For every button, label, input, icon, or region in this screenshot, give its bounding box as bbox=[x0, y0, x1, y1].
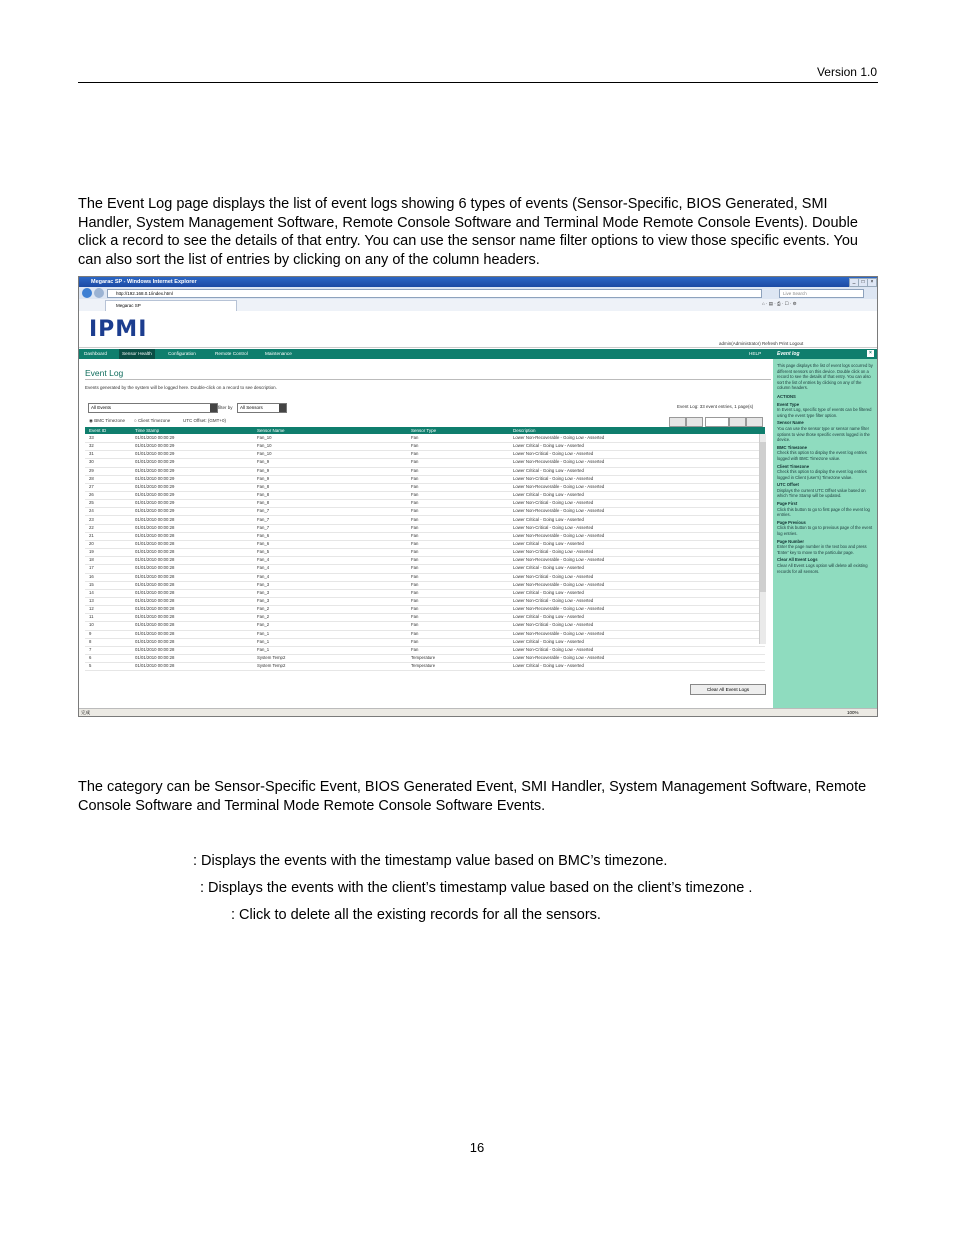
table-cell: Fan bbox=[411, 516, 419, 522]
help-item-text: Displays the current UTC Offset value based on which Time Stamp will be updated. bbox=[777, 487, 866, 499]
table-cell: 28 bbox=[89, 475, 94, 481]
table-cell: Fan_3 bbox=[257, 598, 270, 603]
help-intro: This page displays the list of event logs occurred by different sensors on this device. Double click on a record to see the details of that entry. You can also sort the list of entries by clicking on any of the column headers. bbox=[777, 363, 873, 391]
table-cell: Fan bbox=[411, 549, 419, 555]
table-cell: Fan_7 bbox=[257, 508, 270, 514]
page-title: Event Log bbox=[85, 368, 124, 378]
intro-paragraph: The Event Log page displays the list of event logs showing 6 types of events (Sensor-Specific, BIOS Generated, SMI Handler, System Management Software, Remote Console Software and Terminal Mode Remote Console Events). Double click a record to see the details of that entry. You can use the sensor name filter options to view those specific events. You can also sort the list of entries by clicking on any of the column headers. bbox=[78, 196, 858, 268]
table-cell: 5 bbox=[89, 663, 92, 669]
table-cell: Fan bbox=[411, 630, 419, 636]
table-cell: Fan bbox=[411, 508, 419, 514]
close-icon[interactable]: × bbox=[867, 278, 877, 287]
table-cell: 01/01/2010 00:00:28 bbox=[135, 581, 175, 587]
help-item-heading: UTC Offset bbox=[777, 482, 799, 488]
table-cell: Lower Non-Critical - Going Low - Asserted bbox=[513, 500, 594, 506]
table-cell: 21 bbox=[89, 532, 94, 538]
table-scrollbar[interactable] bbox=[759, 434, 766, 644]
table-cell: Fan_6 bbox=[257, 532, 270, 538]
table-cell: Fan_10 bbox=[257, 435, 272, 440]
table-cell: Lower Critical - Going Low - Asserted bbox=[513, 614, 584, 620]
page-previous-button[interactable] bbox=[686, 417, 703, 427]
table-row[interactable] bbox=[85, 662, 765, 671]
table-cell: 27 bbox=[89, 483, 94, 489]
table-cell: 13 bbox=[89, 598, 94, 603]
table-cell: 14 bbox=[89, 589, 94, 595]
table-cell: Fan_2 bbox=[257, 606, 270, 612]
table-cell: Fan bbox=[411, 540, 419, 546]
table-cell: Lower Non-Critical - Going Low - Asserted bbox=[513, 475, 594, 481]
status-text: 完成 bbox=[81, 710, 90, 715]
client-timezone-definition: : Displays the events with the client’s timestamp value based on the client’s timezone . bbox=[200, 880, 753, 896]
table-cell: 01/01/2010 00:00:28 bbox=[135, 606, 175, 612]
event-count: Event Log: 33 event entries, 1 page(s) bbox=[677, 404, 754, 409]
table-cell: Fan bbox=[411, 459, 419, 465]
table-cell: Lower Critical - Going Low - Asserted bbox=[513, 565, 584, 571]
table-cell: 01/01/2010 00:00:29 bbox=[135, 483, 175, 489]
help-item-heading: Client Timezone bbox=[777, 463, 810, 469]
table-cell: Fan bbox=[411, 606, 419, 612]
table-cell: Fan_4 bbox=[257, 557, 270, 563]
table-cell: Fan_10 bbox=[257, 451, 272, 457]
col-sensor-name[interactable]: Sensor Name bbox=[257, 428, 285, 433]
col-time-stamp[interactable]: Time Stamp bbox=[135, 428, 160, 433]
page-description: Events generated by the system will be logged here. Double-click on a record to see description. bbox=[85, 385, 277, 390]
table-cell: 01/01/2010 00:00:28 bbox=[135, 573, 175, 579]
utc-offset-label: UTC Offset: (GMT+0) bbox=[183, 418, 227, 423]
table-cell: 01/01/2010 00:00:28 bbox=[135, 598, 175, 603]
table-cell: Fan_4 bbox=[257, 573, 270, 579]
table-cell: 01/01/2010 00:00:28 bbox=[135, 614, 175, 620]
table-cell: 22 bbox=[89, 524, 94, 530]
table-cell: 01/01/2010 00:00:29 bbox=[135, 467, 175, 473]
table-cell: Lower Non-Recoverable - Going Low - Asserted bbox=[513, 655, 605, 661]
window-title: Megarac SP - Windows Internet Explorer bbox=[91, 279, 197, 285]
table-cell: Fan bbox=[411, 492, 419, 498]
table-cell: System Temp2 bbox=[257, 663, 286, 669]
user-bar[interactable]: admin(Administrator) Refresh Print Logout bbox=[719, 341, 804, 346]
help-items bbox=[777, 402, 873, 575]
table-cell: Lower Non-Recoverable - Going Low - Asserted bbox=[513, 483, 605, 489]
help-item-text: In Event Log, specific type of events can be filtered using the event type filter option. bbox=[777, 407, 872, 418]
table-cell: Fan bbox=[411, 614, 419, 620]
table-cell: Fan_8 bbox=[257, 492, 270, 498]
table-cell: Fan bbox=[411, 581, 419, 587]
table-cell: Lower Non-Recoverable - Going Low - Asserted bbox=[513, 435, 605, 440]
table-cell: Temperature bbox=[411, 655, 436, 661]
table-cell: Fan_3 bbox=[257, 581, 270, 587]
table-cell: 01/01/2010 00:00:28 bbox=[135, 524, 175, 530]
sensor-select[interactable]: All Sensors bbox=[237, 403, 287, 413]
help-panel-text bbox=[777, 363, 873, 574]
table-cell: 01/01/2010 00:00:29 bbox=[135, 475, 175, 481]
close-icon[interactable]: × bbox=[867, 350, 874, 357]
table-cell: 01/01/2010 00:00:28 bbox=[135, 557, 175, 563]
table-cell: Fan_7 bbox=[257, 524, 270, 530]
table-cell: 8 bbox=[89, 638, 92, 644]
table-cell: 01/01/2010 00:00:29 bbox=[135, 459, 175, 465]
toolbar-icons[interactable]: ⌂ · ▤ · ⎙ · ☐ · ⚙ bbox=[762, 301, 797, 306]
help-item-heading: Page Number bbox=[777, 538, 804, 544]
table-cell: Fan_2 bbox=[257, 622, 270, 628]
table-cell: Lower Non-Recoverable - Going Low - Asserted bbox=[513, 532, 605, 538]
help-item-heading: BMC Timezone bbox=[777, 444, 807, 450]
table-cell: 20 bbox=[89, 540, 94, 546]
table-cell: 01/01/2010 00:00:29 bbox=[135, 443, 175, 449]
table-cell: Fan bbox=[411, 646, 419, 652]
table-cell: Lower Non-Critical - Going Low - Asserted bbox=[513, 549, 594, 555]
table-cell: 01/01/2010 00:00:28 bbox=[135, 630, 175, 636]
table-cell: 32 bbox=[89, 443, 94, 449]
table-cell: Lower Non-Recoverable - Going Low - Asserted bbox=[513, 459, 605, 465]
menu-maintenance[interactable]: Maintenance bbox=[265, 351, 292, 356]
table-cell: Fan bbox=[411, 451, 419, 457]
table-cell: 9 bbox=[89, 630, 92, 636]
table-cell: Lower Non-Recoverable - Going Low - Asserted bbox=[513, 630, 605, 636]
maximize-icon[interactable]: □ bbox=[858, 278, 868, 287]
version-label: Version 1.0 bbox=[816, 65, 877, 79]
table-cell: 01/01/2010 00:00:29 bbox=[135, 451, 175, 457]
table-cell: Fan bbox=[411, 435, 419, 440]
table-cell: 33 bbox=[89, 435, 94, 440]
table-cell: 17 bbox=[89, 565, 94, 571]
help-item-text: Check this option to display the event log entries logged in Client (user's) Timezone value. bbox=[777, 469, 867, 480]
table-cell: Lower Non-Critical - Going Low - Asserted bbox=[513, 646, 594, 652]
table-cell: Fan bbox=[411, 467, 419, 473]
back-icon[interactable] bbox=[82, 288, 92, 298]
forward-icon[interactable] bbox=[94, 288, 104, 298]
table-cell: Lower Critical - Going Low - Asserted bbox=[513, 589, 584, 595]
table-cell: 25 bbox=[89, 500, 94, 506]
col-event-id[interactable]: Event ID bbox=[89, 428, 107, 433]
status-bar bbox=[79, 708, 877, 717]
minimize-icon[interactable]: _ bbox=[849, 278, 859, 287]
col-description[interactable]: Description bbox=[513, 428, 536, 433]
menu-dashboard[interactable]: Dashboard bbox=[84, 351, 107, 356]
table-cell: Lower Non-Recoverable - Going Low - Asserted bbox=[513, 508, 605, 514]
table-cell: Fan bbox=[411, 589, 419, 595]
table-cell: 01/01/2010 00:00:28 bbox=[135, 655, 175, 661]
table-cell: Lower Non-Critical - Going Low - Asserted bbox=[513, 451, 594, 457]
event-log-screenshot bbox=[78, 276, 878, 717]
table-cell: Fan bbox=[411, 557, 419, 563]
table-cell: 12 bbox=[89, 606, 94, 612]
table-cell: Lower Non-Recoverable - Going Low - Asserted bbox=[513, 581, 605, 587]
help-panel-title: Event log bbox=[777, 351, 800, 357]
clear-all-event-logs-button[interactable]: Clear All Event Logs bbox=[690, 684, 766, 695]
table-cell: Fan bbox=[411, 573, 419, 579]
table-cell: Lower Non-Recoverable - Going Low - Asserted bbox=[513, 606, 605, 612]
filter-by-label: filter by bbox=[218, 405, 233, 410]
zoom-level[interactable]: 100% bbox=[847, 710, 859, 715]
clear-logs-definition: : Click to delete all the existing records for all the sensors. bbox=[231, 907, 601, 923]
table-cell: 30 bbox=[89, 459, 94, 465]
table-cell: 01/01/2010 00:00:28 bbox=[135, 663, 175, 669]
table-cell: Fan bbox=[411, 475, 419, 481]
table-cell: Lower Non-Critical - Going Low - Asserted bbox=[513, 573, 594, 579]
table-cell: 01/01/2010 00:00:29 bbox=[135, 492, 175, 498]
col-sensor-type[interactable]: Sensor Type bbox=[411, 428, 437, 433]
table-cell: 01/01/2010 00:00:28 bbox=[135, 565, 175, 571]
table-cell: Fan bbox=[411, 598, 419, 603]
table-cell: Fan_7 bbox=[257, 516, 270, 522]
table-cell: 10 bbox=[89, 622, 94, 628]
table-cell: Lower Critical - Going Low - Asserted bbox=[513, 467, 584, 473]
table-cell: Fan_9 bbox=[257, 459, 270, 465]
window-titlebar bbox=[79, 277, 877, 287]
table-cell: Lower Non-Recoverable - Going Low - Asserted bbox=[513, 557, 605, 563]
table-cell: 11 bbox=[89, 614, 94, 620]
table-cell: Fan_8 bbox=[257, 500, 270, 506]
table-cell: 01/01/2010 00:00:28 bbox=[135, 646, 175, 652]
menu-sensor-health[interactable]: Sensor Health bbox=[119, 349, 155, 359]
table-cell: Fan bbox=[411, 532, 419, 538]
help-item-text: Clear All Event Logs option will delete all existing records for all sensors. bbox=[777, 563, 868, 574]
table-cell: Fan_8 bbox=[257, 483, 270, 489]
help-item-text: Enter the page number in the text box and press 'Enter' key to move to the particular page. bbox=[777, 544, 867, 555]
page-number-input[interactable] bbox=[705, 417, 729, 427]
table-cell: Fan_1 bbox=[257, 638, 270, 644]
help-item-heading: Page First bbox=[777, 501, 798, 507]
page-first-button[interactable] bbox=[669, 417, 686, 427]
table-cell: 01/01/2010 00:00:28 bbox=[135, 549, 175, 555]
table-cell: 01/01/2010 00:00:28 bbox=[135, 516, 175, 522]
table-cell: Fan bbox=[411, 565, 419, 571]
table-cell: Fan_3 bbox=[257, 589, 270, 595]
table-cell: Lower Non-Critical - Going Low - Asserted bbox=[513, 524, 594, 530]
menu-remote-control[interactable]: Remote Control bbox=[215, 351, 248, 356]
table-cell: 01/01/2010 00:00:29 bbox=[135, 500, 175, 506]
help-panel bbox=[773, 349, 877, 709]
table-cell: 01/01/2010 00:00:28 bbox=[135, 532, 175, 538]
title-rule bbox=[85, 379, 771, 380]
table-cell: Fan_1 bbox=[257, 646, 270, 652]
table-cell: Fan bbox=[411, 483, 419, 489]
table-cell: 16 bbox=[89, 573, 94, 579]
table-cell: Fan bbox=[411, 524, 419, 530]
table-cell: 01/01/2010 00:00:28 bbox=[135, 638, 175, 644]
help-panel-header bbox=[773, 349, 877, 359]
category-paragraph: The category can be Sensor-Specific Event, BIOS Generated Event, SMI Handler, System Management Software, Remote Console Software and Terminal Mode Remote Console Software Events. bbox=[78, 779, 867, 814]
client-timezone-radio[interactable]: ○ Client Timezone bbox=[134, 418, 171, 423]
help-item-text: Check this option to display the event log entries logged with BMC Timezone value. bbox=[777, 450, 867, 461]
help-item-text: Click this button to go to first page of the event log entries. bbox=[777, 506, 870, 518]
table-cell: 01/01/2010 00:00:28 bbox=[135, 589, 175, 595]
bmc-timezone-definition: : Displays the events with the timestamp value based on BMC’s timezone. bbox=[193, 853, 668, 869]
table-cell: Fan bbox=[411, 622, 419, 628]
help-item-heading: Page Previous bbox=[777, 519, 806, 525]
table-cell: 31 bbox=[89, 451, 94, 457]
browser-tab[interactable]: Megarac SP bbox=[105, 300, 237, 311]
table-cell: 15 bbox=[89, 581, 94, 587]
table-cell: Temperature bbox=[411, 663, 436, 669]
table-cell: Fan_6 bbox=[257, 540, 270, 546]
table-cell: Fan_9 bbox=[257, 467, 270, 473]
table-cell: Fan_4 bbox=[257, 565, 270, 571]
page-last-button[interactable] bbox=[746, 417, 763, 427]
page-number: 16 bbox=[469, 1140, 485, 1155]
help-item-heading: Sensor Name bbox=[777, 420, 804, 426]
help-item-text: You can use the sensor type or sensor name filter options to view those specific events logged in the device. bbox=[777, 425, 870, 443]
table-cell: 18 bbox=[89, 557, 94, 563]
chevron-down-icon bbox=[210, 404, 217, 412]
table-cell: Lower Critical - Going Low - Asserted bbox=[513, 443, 584, 449]
help-item-text: Click this button to go to previous page of the event log entries. bbox=[777, 525, 873, 537]
help-actions-heading: ACTIONS bbox=[777, 393, 796, 399]
table-cell: 23 bbox=[89, 516, 94, 522]
table-cell: Fan_1 bbox=[257, 630, 270, 636]
table-cell: 26 bbox=[89, 492, 94, 498]
table-cell: Fan_2 bbox=[257, 614, 270, 620]
page-next-button[interactable] bbox=[729, 417, 746, 427]
table-cell: Fan bbox=[411, 638, 419, 644]
table-cell: System Temp2 bbox=[257, 655, 286, 661]
search-input[interactable]: Live Search bbox=[779, 289, 864, 298]
table-cell: 01/01/2010 00:00:29 bbox=[135, 435, 175, 440]
chevron-down-icon bbox=[279, 404, 286, 412]
table-cell: Fan_9 bbox=[257, 475, 270, 481]
bmc-timezone-radio[interactable]: ◉ BMC Timezone bbox=[89, 418, 125, 423]
table-cell: Lower Critical - Going Low - Asserted bbox=[513, 540, 584, 546]
table-cell: Lower Critical - Going Low - Asserted bbox=[513, 516, 584, 522]
menu-configuration[interactable]: Configuration bbox=[168, 351, 196, 356]
table-header bbox=[85, 427, 765, 434]
header-rule bbox=[78, 82, 878, 83]
main-menu bbox=[79, 349, 877, 359]
table-cell: 6 bbox=[89, 655, 92, 661]
table-cell: Lower Non-Critical - Going Low - Asserted bbox=[513, 622, 594, 628]
url-input[interactable]: http://192.168.0.1/index.html bbox=[107, 289, 762, 298]
table-cell: 24 bbox=[89, 508, 94, 514]
table-cell: Fan bbox=[411, 500, 419, 506]
table-cell: Fan bbox=[411, 443, 419, 449]
table-cell: 29 bbox=[89, 467, 94, 473]
table-cell: 19 bbox=[89, 549, 94, 555]
help-item-heading: Event Type bbox=[777, 401, 800, 407]
table-cell: 01/01/2010 00:00:29 bbox=[135, 508, 175, 514]
scroll-thumb[interactable] bbox=[760, 442, 766, 592]
ipmi-logo: IPMI bbox=[89, 317, 148, 342]
table-cell: Lower Critical - Going Low - Asserted bbox=[513, 492, 584, 498]
table-cell: Lower Non-Critical - Going Low - Asserted bbox=[513, 598, 594, 603]
table-cell: 01/01/2010 00:00:28 bbox=[135, 622, 175, 628]
table-cell: Fan_10 bbox=[257, 443, 272, 449]
table-cell: Lower Critical - Going Low - Asserted bbox=[513, 663, 584, 669]
table-cell: 7 bbox=[89, 646, 92, 652]
help-item-heading: Clear All Event Logs bbox=[777, 557, 818, 563]
table-cell: 01/01/2010 00:00:28 bbox=[135, 540, 175, 546]
help-label[interactable]: HELP bbox=[749, 351, 762, 356]
event-type-select[interactable]: All Events bbox=[88, 403, 218, 413]
table-cell: Fan_5 bbox=[257, 549, 270, 555]
table-cell: Lower Critical - Going Low - Asserted bbox=[513, 638, 584, 644]
